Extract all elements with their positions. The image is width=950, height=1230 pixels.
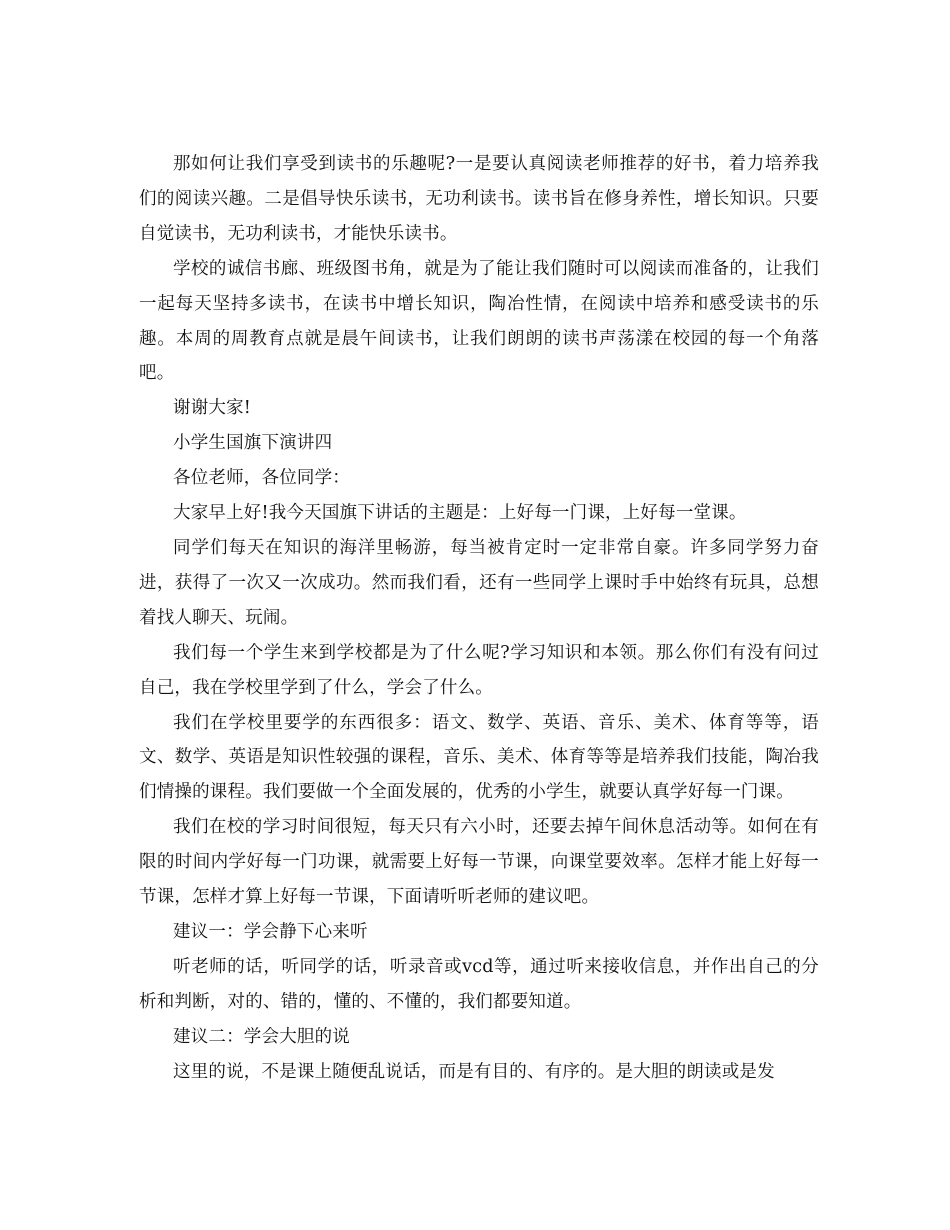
document-body — [139, 147, 819, 1089]
salutation: 各位老师，各位同学： — [173, 468, 350, 489]
paragraph: 学校的诚信书廊、班级图书角，就是为了能让我们随时可以阅读而准备的，让我们一起每天坚持多读书，在读书中增长知识，陶冶性情，在阅读中培养和感受读书的乐趣。本周的周教育点就是晨午间读书，让我们朗朗的读书声荡漾在校园的每一个角落吧。 — [139, 258, 819, 384]
suggestion-heading: 建议二：学会大胆的说 — [173, 1026, 350, 1047]
paragraph: 我们每一个学生来到学校都是为了什么呢?学习知识和本领。那么你们有没有问过自己，我在学校里学到了什么，学会了什么。 — [139, 642, 819, 698]
paragraph: 我们在学校里要学的东西很多：语文、数学、英语、音乐、美术、体育等等，语文、数学、英语是知识性较强的课程，音乐、美术、体育等等是培养我们技能，陶冶我们情操的课程。我们要做一个全面发展的，优秀的小学生，就要认真学好每一门课。 — [139, 712, 819, 803]
paragraph: 那如何让我们享受到读书的乐趣呢?一是要认真阅读老师推荐的好书，着力培养我们的阅读兴趣。二是倡导快乐读书，无功利读书。读书旨在修身养性，增长知识。只要自觉读书，无功利读书，才能快乐读书。 — [139, 154, 819, 244]
paragraph: 大家早上好!我今天国旗下讲话的主题是：上好每一门课，上好每一堂课。 — [173, 503, 747, 524]
paragraph: 这里的说，不是课上随便乱说话，而是有目的、有序的。是大胆的朗读或是发 — [173, 1061, 775, 1082]
paragraph: 我们在校的学习时间很短，每天只有六小时，还要去掉午间休息活动等。如何在有限的时间内学好每一门功课，就需要上好每一节课，向课堂要效率。怎样才能上好每一节课，怎样才算上好每一节课，下面请听听老师的建议吧。 — [139, 817, 819, 908]
paragraph: 谢谢大家! — [173, 398, 252, 419]
paragraph: 同学们每天在知识的海洋里畅游，每当被肯定时一定非常自豪。许多同学努力奋进，获得了一次又一次成功。然而我们看，还有一些同学上课时手中始终有玩具，总想着找人聊天、玩闹。 — [139, 537, 819, 628]
suggestion-heading: 建议一：学会静下心来听 — [173, 921, 368, 942]
paragraph: 听老师的话，听同学的话，听录音或vcd等，通过听来接收信息，并作出自己的分析和判断，对的、错的，懂的、不懂的，我们都要知道。 — [139, 956, 819, 1012]
speech-title: 小学生国旗下演讲四 — [173, 433, 333, 454]
